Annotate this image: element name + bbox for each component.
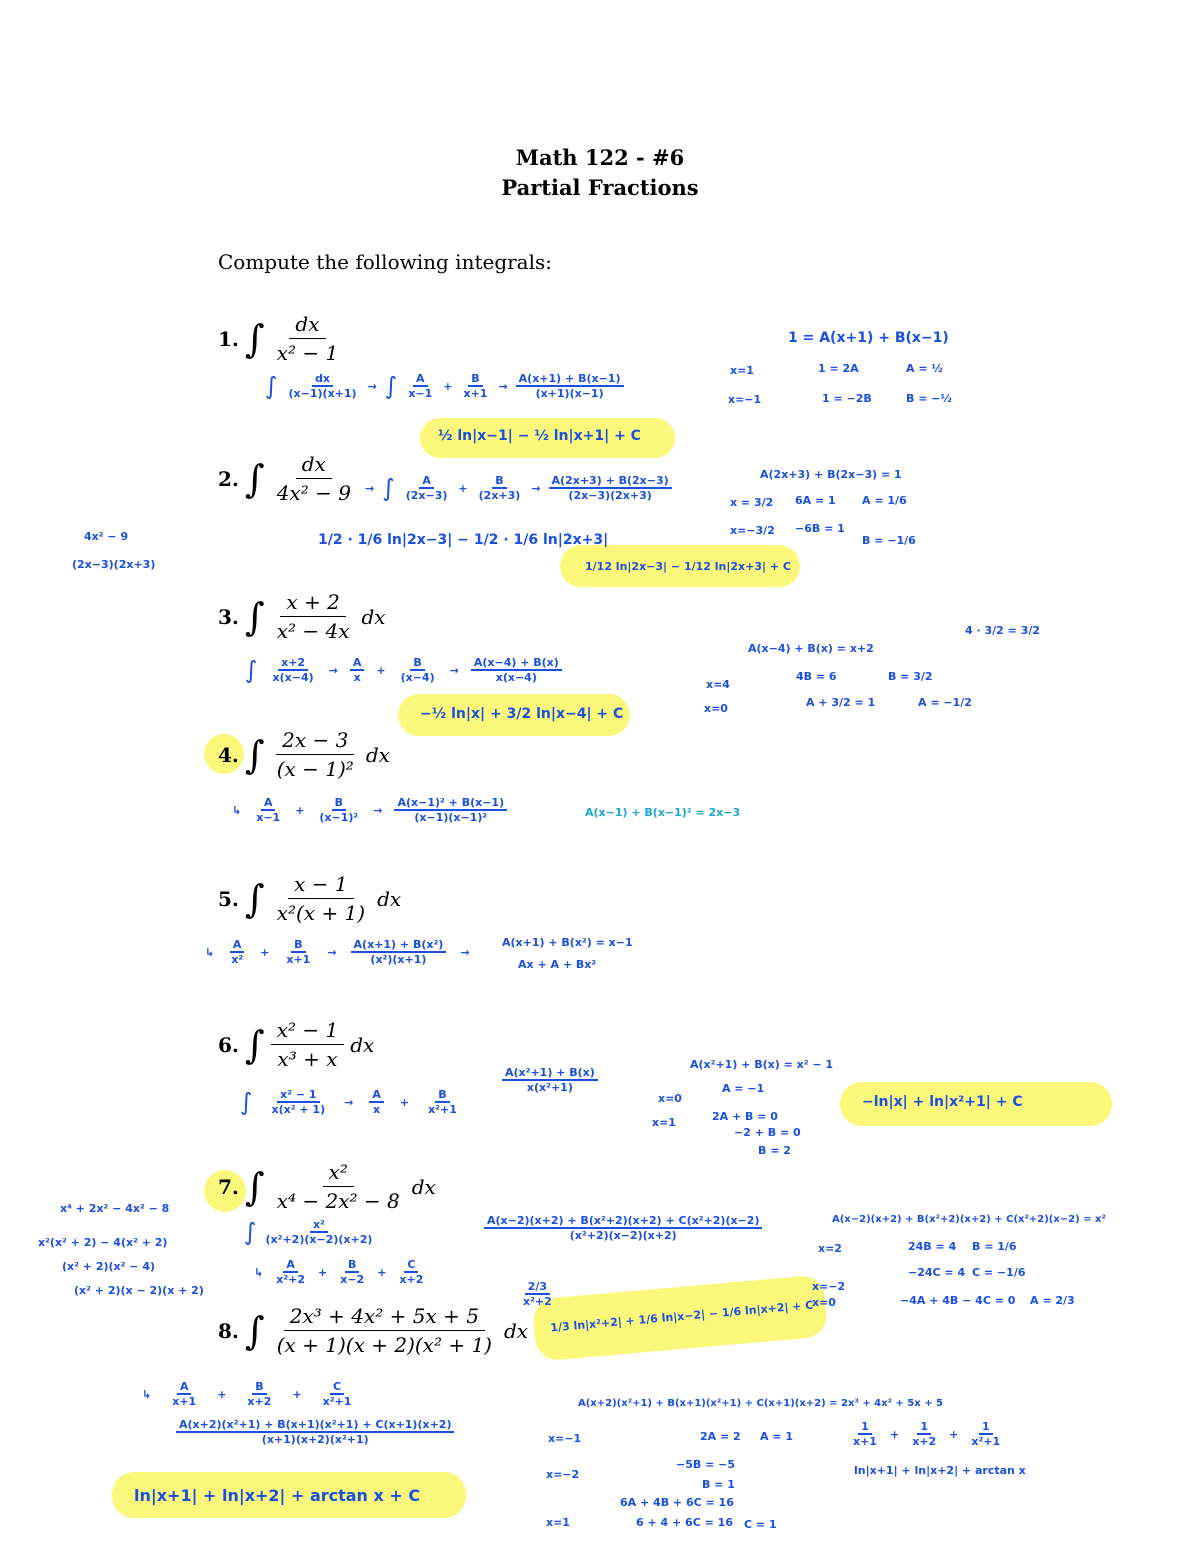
p3-result2: A + 3/2 = 1 — [806, 696, 876, 709]
problem-3 — [218, 590, 386, 643]
denominator: x+2 — [912, 1435, 937, 1448]
numerator: A — [177, 1380, 192, 1395]
problem-5 — [218, 872, 401, 925]
numerator: A(x−1)² + B(x−1) — [394, 796, 507, 811]
p7-decomposition — [254, 1258, 426, 1286]
denominator: x²+2 — [276, 1273, 306, 1286]
numerator: A — [261, 796, 276, 811]
p1-solution-b: B = −½ — [906, 392, 952, 405]
numerator: C — [330, 1380, 344, 1395]
integral-sign: ∫ — [245, 656, 258, 684]
p8-result4: 6 + 4 + 6C = 16 — [636, 1516, 733, 1529]
denominator: x+1 — [172, 1395, 197, 1408]
arrow-icon: ↳ — [254, 1265, 264, 1279]
denominator: x+2 — [247, 1395, 272, 1408]
p8-solution1: A = 1 — [760, 1430, 794, 1443]
p1-result1: 1 = 2A — [818, 362, 859, 375]
arrow-icon: ↳ — [205, 945, 215, 959]
plus-sign: + — [295, 803, 305, 817]
p7-solution3: A = 2/3 — [1030, 1294, 1075, 1307]
denominator: (x+1)(x+2)(x²+1) — [261, 1433, 369, 1446]
plus-sign: + — [260, 945, 270, 959]
numerator: A — [230, 938, 245, 953]
differential: dx — [361, 604, 386, 629]
denominator: x⁴ − 2x² − 8 — [276, 1189, 400, 1213]
p8-sum-term-2 — [909, 1420, 939, 1448]
plus-sign: + — [949, 1427, 959, 1441]
p6-case2: x=1 — [652, 1116, 676, 1129]
denominator: (x²+2)(x−2)(x+2) — [265, 1233, 373, 1246]
p7-solution1: B = 1/6 — [972, 1240, 1017, 1253]
numerator: A(x+1) + B(x²) — [351, 938, 447, 953]
integral-sign: ∫ — [244, 1218, 257, 1246]
p7-factor-step-3: (x² + 2)(x² − 4) — [62, 1260, 155, 1273]
problem-number: 5. — [218, 886, 239, 911]
problem-number: 7. — [218, 1174, 239, 1199]
p4-equation: A(x−1) + B(x−1)² = 2x−3 — [585, 806, 741, 819]
p7-solution2: C = −1/6 — [972, 1266, 1026, 1279]
arrow-icon: → — [328, 663, 338, 677]
p7-integrand — [263, 1218, 376, 1246]
numerator: 2x³ + 4x² + 5x + 5 — [284, 1304, 485, 1331]
denominator: x² − 4x — [276, 619, 350, 643]
denominator: (2x−3) — [405, 489, 448, 502]
p2-side-note-2: (2x−3)(2x+3) — [72, 558, 156, 571]
p8-frac-b — [244, 1380, 274, 1408]
denominator: x² − 1 — [276, 341, 339, 365]
differential: dx — [411, 1174, 436, 1199]
differential: dx — [377, 886, 402, 911]
denominator: 4x² − 9 — [276, 481, 351, 505]
p1-result2: 1 = −2B — [822, 392, 872, 405]
arrow-icon: → — [531, 481, 541, 495]
p2-frac-a — [403, 474, 451, 502]
p4-combined — [394, 796, 507, 824]
problem-4 — [218, 728, 390, 781]
p4-setup — [232, 796, 507, 824]
p1-combined — [516, 372, 624, 400]
plus-sign: + — [217, 1387, 227, 1401]
integrand-fraction — [271, 872, 371, 925]
integral-sign: ∫ — [244, 1164, 265, 1209]
denominator: (x²+2)(x−2)(x+2) — [569, 1229, 677, 1242]
differential: dx — [350, 1032, 375, 1057]
integral-sign: ∫ — [244, 1022, 265, 1067]
p5-expansion: Ax + A + Bx² — [518, 958, 597, 971]
p3-frac-b — [398, 656, 438, 684]
p3-combined — [471, 656, 562, 684]
p6-setup — [240, 1088, 460, 1116]
p7-small-fraction — [520, 1280, 555, 1308]
p2-answer: 1/12 ln|2x−3| − 1/12 ln|2x+3| + C — [585, 560, 791, 573]
p1-integrand — [286, 372, 360, 400]
p7-result3: −4A + 4B − 4C = 0 — [900, 1294, 1016, 1307]
denominator: x²+1 — [971, 1435, 1001, 1448]
integral-sign: ∫ — [240, 1088, 253, 1116]
numerator: x² — [310, 1218, 328, 1233]
numerator: A — [350, 656, 365, 671]
p7-combined — [484, 1214, 762, 1242]
p6-result2: 2A + B = 0 — [712, 1110, 778, 1123]
p7-case1: x=2 — [818, 1242, 842, 1255]
plus-sign: + — [458, 481, 468, 495]
integral-sign: ∫ — [244, 1308, 265, 1353]
p6-result1: A = −1 — [722, 1082, 765, 1095]
p2-setup — [365, 474, 672, 502]
p7-integral — [244, 1218, 375, 1246]
denominator: x³ + x — [277, 1047, 338, 1071]
numerator: A(x−2)(x+2) + B(x²+2)(x+2) + C(x²+2)(x−2) — [484, 1214, 762, 1229]
numerator: A(x−4) + B(x) — [471, 656, 562, 671]
p3-solution1: B = 3/2 — [888, 670, 933, 683]
numerator: 2x − 3 — [276, 728, 354, 755]
integrand-fraction — [271, 452, 357, 505]
p1-case1: x=1 — [730, 364, 754, 377]
numerator: dx — [296, 452, 332, 479]
p8-result1: 2A = 2 — [700, 1430, 741, 1443]
fraction — [520, 1280, 555, 1308]
p8-answer: ln|x+1| + ln|x+2| + arctan x + C — [134, 1486, 421, 1505]
p3-frac-a — [350, 656, 365, 684]
problem-1 — [218, 312, 350, 365]
p7-case2: x=−2 — [812, 1280, 846, 1293]
p1-equation: 1 = A(x+1) + B(x−1) — [788, 330, 949, 346]
p8-combined — [176, 1418, 454, 1446]
p8-setup — [142, 1380, 354, 1408]
p6-frac-b — [425, 1088, 460, 1116]
problem-6 — [218, 1018, 374, 1071]
numerator: A — [413, 372, 428, 387]
p2-solution-b: B = −1/6 — [862, 534, 916, 547]
p1-answer: ½ ln|x−1| − ½ ln|x+1| + C — [438, 428, 641, 444]
denominator: x²+1 — [428, 1103, 457, 1116]
denominator: (2x−3)(2x+3) — [568, 489, 652, 502]
p3-corner-note: 4 · 3/2 = 3/2 — [965, 624, 1041, 637]
p6-answer: −ln|x| + ln|x²+1| + C — [862, 1094, 1023, 1110]
plus-sign: + — [376, 663, 386, 677]
p8-frac-a — [169, 1380, 199, 1408]
denominator: x² — [231, 953, 244, 966]
denominator: (x−1)(x−1)² — [414, 811, 488, 824]
numerator: B — [291, 938, 305, 953]
numerator: x − 1 — [288, 872, 353, 899]
problem-number: 2. — [218, 466, 239, 491]
p4-frac-a — [253, 796, 283, 824]
p6-result4: B = 2 — [758, 1144, 791, 1157]
integrand-fraction — [271, 1160, 406, 1213]
problem-number: 3. — [218, 604, 239, 629]
p7-frac-b — [337, 1258, 367, 1286]
p2-equation: A(2x+3) + B(2x−3) = 1 — [760, 468, 902, 481]
plus-sign: + — [318, 1265, 328, 1279]
numerator: B — [345, 1258, 359, 1273]
p8-case1: x=−1 — [548, 1432, 582, 1445]
denominator: (x²)(x+1) — [370, 953, 427, 966]
instructions: Compute the following integrals: — [218, 250, 553, 274]
p3-solution2: A = −1/2 — [918, 696, 972, 709]
integral-sign: ∫ — [382, 474, 395, 502]
denominator: x−1 — [256, 811, 281, 824]
integral-sign: ∫ — [244, 876, 265, 921]
p8-result3: 6A + 4B + 6C = 16 — [620, 1496, 734, 1509]
denominator: x(x²+1) — [526, 1081, 573, 1094]
p7-equation: A(x−2)(x+2) + B(x²+2)(x+2) + C(x²+2)(x−2) = x² — [832, 1214, 1106, 1225]
p6-frac-a — [369, 1088, 384, 1116]
problem-number: 8. — [218, 1318, 239, 1343]
p8-equation: A(x+2)(x²+1) + B(x+1)(x²+1) + C(x+1)(x+2) = 2x³ + 4x² + 5x + 5 — [578, 1398, 944, 1409]
arrow-icon: ↳ — [232, 803, 242, 817]
fraction — [176, 1418, 454, 1446]
page-subtitle: Partial Fractions — [501, 175, 699, 200]
problem-number: 1. — [218, 326, 239, 351]
p7-result2: −24C = 4 — [908, 1266, 966, 1279]
p3-setup — [245, 656, 562, 684]
denominator: x²+2 — [523, 1295, 552, 1308]
p8-sum-term-3 — [968, 1420, 1003, 1448]
p8-solution2: B = 1 — [702, 1478, 735, 1491]
p2-result-a: 6A = 1 — [795, 494, 836, 507]
numerator: A — [369, 1088, 384, 1103]
p5-frac-a — [228, 938, 246, 966]
integral-sign: ∫ — [384, 372, 398, 400]
denominator: x — [373, 1103, 381, 1116]
numerator: x + 2 — [280, 590, 345, 617]
integrand-fraction — [271, 590, 356, 643]
p1-frac-b — [460, 372, 490, 400]
p1-case2: x=−1 — [728, 393, 762, 406]
p8-sum-term-1 — [850, 1420, 880, 1448]
p7-frac-a — [273, 1258, 308, 1286]
p7-factor-step-2: x²(x² + 2) − 4(x² + 2) — [38, 1236, 168, 1249]
arrow-icon: ↳ — [142, 1387, 152, 1401]
p7-answer: 1/3 ln|x²+2| + 1/6 ln|x−2| − 1/6 ln|x+2| + C — [549, 1298, 814, 1335]
denominator: x−1 — [408, 387, 433, 400]
p6-equation: A(x²+1) + B(x) = x² − 1 — [690, 1058, 834, 1071]
denominator: (x−4) — [400, 671, 435, 684]
denominator: x(x−4) — [272, 671, 314, 684]
p3-integrand — [270, 656, 317, 684]
p3-answer: −½ ln|x| + 3/2 ln|x−4| + C — [420, 706, 624, 722]
numerator: 2/3 — [525, 1280, 550, 1295]
numerator: A — [419, 474, 434, 489]
p2-solution-a: A = 1/6 — [862, 494, 907, 507]
integrand-fraction — [271, 1304, 498, 1357]
numerator: A(x+1) + B(x−1) — [516, 372, 624, 387]
integral-sign: ∫ — [244, 594, 265, 639]
numerator: 1 — [858, 1420, 872, 1435]
numerator: B — [492, 474, 506, 489]
p7-factor-step-4: (x² + 2)(x − 2)(x + 2) — [74, 1284, 204, 1297]
p5-setup — [205, 938, 470, 966]
p1-setup — [265, 372, 624, 400]
denominator: x²(x + 1) — [276, 901, 366, 925]
integral-sign: ∫ — [244, 456, 265, 501]
numerator: A(x²+1) + B(x) — [502, 1066, 598, 1081]
denominator: (x−1)² — [319, 811, 359, 824]
p7-result1: 24B = 4 — [908, 1240, 957, 1253]
differential: dx — [503, 1318, 529, 1343]
p8-case3: x=1 — [546, 1516, 570, 1529]
integral-sign: ∫ — [244, 316, 265, 361]
p8-solution3: C = 1 — [744, 1518, 777, 1531]
denominator: x+1 — [286, 953, 311, 966]
denominator: (x−1)(x+1) — [288, 387, 357, 400]
numerator: B — [435, 1088, 449, 1103]
denominator: x+1 — [463, 387, 488, 400]
p3-result1: 4B = 6 — [796, 670, 837, 683]
denominator: x−2 — [340, 1273, 365, 1286]
numerator: B — [332, 796, 346, 811]
fraction — [502, 1066, 598, 1094]
denominator: (x − 1)² — [276, 757, 354, 781]
denominator: x+1 — [853, 1435, 877, 1448]
p5-combined — [351, 938, 447, 966]
arrow-icon: → — [373, 803, 383, 817]
p2-frac-b — [476, 474, 524, 502]
p7-frac-c — [396, 1258, 426, 1286]
plus-sign: + — [399, 1095, 410, 1109]
arrow-icon: → — [460, 945, 470, 959]
arrow-icon: → — [449, 663, 459, 677]
p8-frac-c — [320, 1380, 355, 1408]
numerator: B — [410, 656, 424, 671]
p8-sum-line: ln|x+1| + ln|x+2| + arctan x — [854, 1464, 1026, 1477]
plus-sign: + — [377, 1265, 387, 1279]
p3-equation: A(x−4) + B(x) = x+2 — [748, 642, 874, 655]
integrand-fraction — [271, 728, 360, 781]
denominator: (x+1)(x−1) — [535, 387, 604, 400]
p1-frac-a — [405, 372, 435, 400]
numerator: A(x+2)(x²+1) + B(x+1)(x²+1) + C(x+1)(x+2) — [176, 1418, 454, 1433]
p7-case3: x=0 — [812, 1296, 836, 1309]
p8-case2: x=−2 — [546, 1468, 580, 1481]
p2-work: 1/2 · 1/6 ln|2x−3| − 1/2 · 1/6 ln|2x+3| — [318, 532, 609, 548]
numerator: A(2x+3) + B(2x−3) — [549, 474, 672, 489]
p2-result-b: −6B = 1 — [795, 522, 845, 535]
numerator: A — [283, 1258, 298, 1273]
problem-8 — [218, 1304, 528, 1357]
problem-7 — [218, 1160, 436, 1213]
p5-equation: A(x+1) + B(x²) = x−1 — [502, 936, 633, 949]
problem-number: 4. — [218, 742, 239, 767]
p2-case-b: x=−3/2 — [730, 524, 775, 537]
numerator: x² — [323, 1160, 354, 1187]
p2-combined — [549, 474, 672, 502]
integral-sign: ∫ — [244, 732, 265, 777]
arrow-icon: → — [344, 1095, 354, 1109]
numerator: x² − 1 — [277, 1088, 319, 1103]
integrand-fraction — [271, 312, 345, 365]
numerator: dx — [312, 372, 333, 387]
p2-case-a: x = 3/2 — [730, 496, 774, 509]
p6-result3: −2 + B = 0 — [734, 1126, 801, 1139]
differential: dx — [365, 742, 390, 767]
numerator: B — [252, 1380, 266, 1395]
denominator: x(x−4) — [495, 671, 537, 684]
denominator: x(x² + 1) — [271, 1103, 326, 1116]
p2-side-note-1: 4x² − 9 — [84, 530, 129, 543]
denominator: (x + 1)(x + 2)(x² + 1) — [276, 1333, 492, 1357]
arrow-icon: → — [327, 945, 337, 959]
numerator: dx — [289, 312, 325, 339]
arrow-icon: → — [367, 379, 377, 393]
p4-frac-b — [316, 796, 361, 824]
problem-2 — [218, 452, 363, 505]
plus-sign: + — [292, 1387, 302, 1401]
denominator: x — [353, 671, 361, 684]
numerator: 1 — [917, 1420, 931, 1435]
denominator: x²+1 — [322, 1395, 352, 1408]
integral-sign: ∫ — [265, 372, 278, 400]
plus-sign: + — [889, 1427, 900, 1441]
p5-frac-b — [283, 938, 313, 966]
numerator: 1 — [979, 1420, 993, 1435]
numerator: B — [468, 372, 482, 387]
numerator: x+2 — [278, 656, 308, 671]
numerator: x² − 1 — [271, 1018, 345, 1045]
p8-sum — [850, 1420, 1003, 1448]
fraction — [484, 1214, 762, 1242]
p1-solution-a: A = ½ — [906, 362, 943, 375]
page-title: Math 122 - #6 — [515, 145, 685, 170]
p3-case2: x=0 — [704, 702, 728, 715]
arrow-icon: → — [365, 481, 375, 495]
problem-number: 6. — [218, 1032, 239, 1057]
integrand-fraction — [271, 1018, 345, 1071]
denominator: (2x+3) — [478, 489, 521, 502]
p3-case1: x=4 — [706, 678, 730, 691]
numerator: C — [404, 1258, 418, 1273]
arrow-icon: → — [498, 379, 508, 393]
p6-combined — [502, 1066, 598, 1094]
denominator: x+2 — [399, 1273, 424, 1286]
plus-sign: + — [443, 379, 453, 393]
p6-case1: x=0 — [658, 1092, 682, 1105]
p6-integrand — [269, 1088, 329, 1116]
p8-result2: −5B = −5 — [676, 1458, 736, 1471]
p7-factor-step-1: x⁴ + 2x² − 4x² − 8 — [60, 1202, 170, 1215]
